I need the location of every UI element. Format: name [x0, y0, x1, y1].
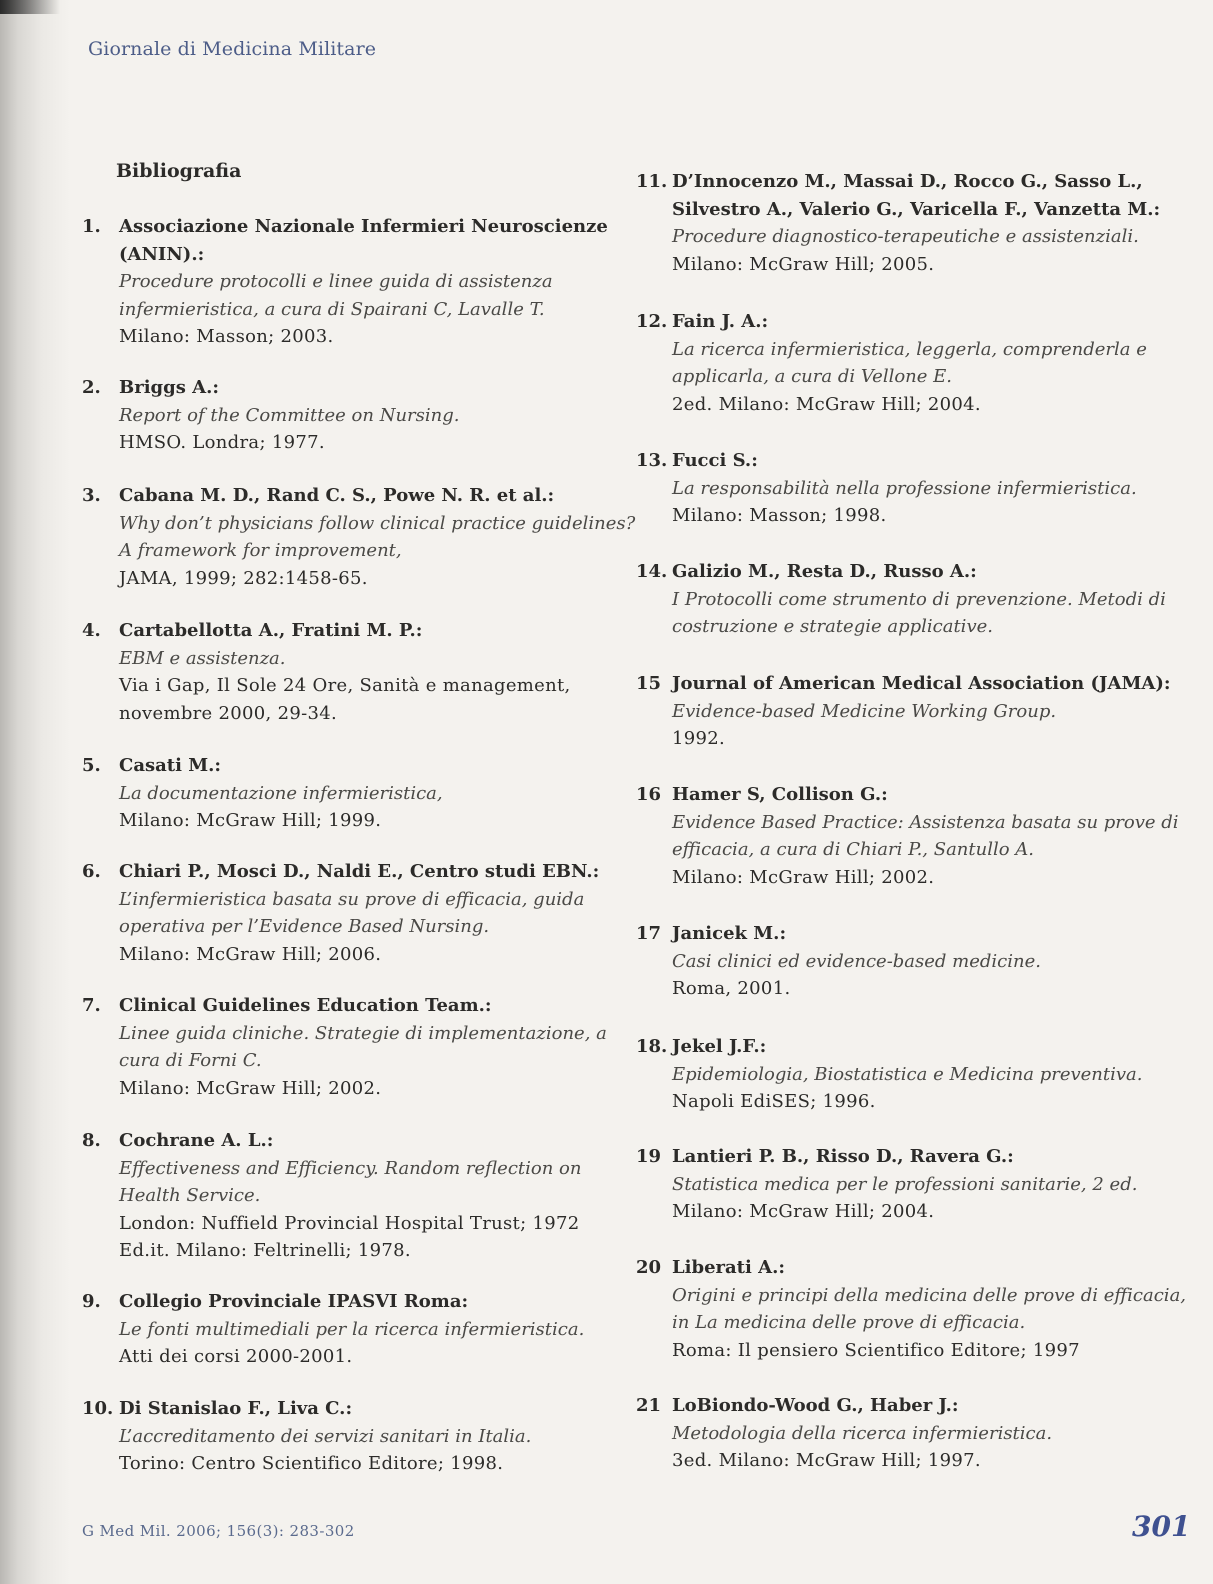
bibliography-entry	[82, 617, 571, 727]
entry-authors: Janicek M.:	[672, 923, 787, 944]
entry-title: Health Service.	[119, 1185, 261, 1206]
entry-number: 4.	[82, 620, 101, 641]
entry-number: 18.	[636, 1036, 668, 1057]
section-title: Bibliografia	[116, 160, 242, 182]
entry-authors: Casati M.:	[119, 755, 222, 776]
entry-publication: Roma: Il pensiero Scientifico Editore; 1997	[672, 1339, 1080, 1361]
entry-authors: Cabana M. D., Rand C. S., Powe N. R. et al.:	[119, 485, 555, 506]
entry-publication: Milano: McGraw Hill; 2002.	[672, 866, 935, 888]
bibliography-entry	[82, 374, 460, 457]
entry-publication: Torino: Centro Scientifico Editore; 1998.	[119, 1453, 504, 1474]
bibliography-entry	[636, 447, 1137, 530]
entry-title: La responsabilità nella professione infermieristica.	[672, 477, 1137, 499]
page-corner-shadow	[0, 0, 60, 14]
entry-title: Procedure diagnostico-terapeutiche e assistenziali.	[672, 226, 1139, 247]
entry-title: La documentazione infermieristica,	[119, 782, 443, 804]
entry-publication: Milano: Masson; 2003.	[119, 326, 334, 347]
entry-title: Report of the Committee on Nursing.	[119, 404, 460, 426]
entry-authors: Lantieri P. B., Risso D., Ravera G.:	[672, 1146, 1014, 1167]
entry-title: La ricerca infermieristica, leggerla, comprenderla e	[672, 338, 1147, 360]
bibliography-entry	[636, 781, 1179, 891]
entry-publication: Atti dei corsi 2000-2001.	[119, 1346, 353, 1367]
entry-publication: Milano: McGraw Hill; 1999.	[119, 810, 382, 831]
entry-authors: Fain J. A.:	[672, 311, 769, 332]
entry-publication: Milano: McGraw Hill; 2002.	[119, 1077, 382, 1099]
bibliography-entry	[82, 213, 608, 351]
entry-number: 16	[636, 784, 662, 805]
entry-number: 21	[636, 1395, 662, 1416]
entry-number: 5.	[82, 755, 101, 776]
entry-title: Effectiveness and Efficiency. Random reflection on	[119, 1157, 582, 1179]
entry-publication: Roma, 2001.	[672, 978, 791, 999]
entry-number: 7.	[82, 995, 101, 1016]
entry-authors: Cochrane A. L.:	[119, 1130, 274, 1151]
bibliography-entry	[82, 1288, 585, 1371]
entry-title: in La medicina delle prove di efficacia.	[672, 1312, 1026, 1333]
entry-number: 8.	[82, 1130, 101, 1151]
entry-authors: Cartabellotta A., Fratini M. P.:	[119, 620, 423, 641]
entry-number: 10.	[82, 1398, 114, 1419]
entry-publication: Napoli EdiSES; 1996.	[672, 1091, 876, 1112]
bibliography-entry	[82, 992, 607, 1102]
entry-authors: Di Stanislao F., Liva C.:	[119, 1398, 353, 1419]
bibliography-entry	[636, 558, 1166, 641]
entry-title: L’infermieristica basata su prove di efficacia, guida	[119, 888, 585, 910]
entry-title: Evidence Based Practice: Assistenza basata su prove di	[672, 811, 1179, 833]
entry-authors: Fucci S.:	[672, 450, 758, 471]
page-number: 301	[1132, 1510, 1191, 1543]
entry-publication: Milano: McGraw Hill; 2005.	[672, 253, 935, 275]
entry-number: 14.	[636, 561, 668, 582]
entry-title: A framework for improvement,	[119, 540, 402, 561]
entry-title: Le fonti multimediali per la ricerca infermieristica.	[119, 1318, 585, 1340]
entry-title: Epidemiologia, Biostatistica e Medicina preventiva.	[672, 1063, 1143, 1085]
entry-number: 9.	[82, 1291, 101, 1312]
entry-publication: London: Nuffield Provincial Hospital Trust; 1972	[119, 1212, 580, 1234]
entry-number: 11.	[636, 171, 668, 192]
entry-authors: Silvestro A., Valerio G., Varicella F., Vanzetta M.:	[672, 198, 1161, 220]
entry-authors: Hamer S, Collison G.:	[672, 784, 888, 805]
entry-title: L’accreditamento dei servizi sanitari in Italia.	[119, 1425, 532, 1447]
entry-publication: 2ed. Milano: McGraw Hill; 2004.	[672, 393, 981, 415]
bibliography-entry	[636, 920, 1041, 1003]
entry-authors: Jekel J.F.:	[672, 1036, 767, 1057]
entry-number: 12.	[636, 311, 668, 332]
entry-number: 15	[636, 673, 662, 694]
entry-authors: D’Innocenzo M., Massai D., Rocco G., Sasso L.,	[672, 171, 1143, 192]
entry-number: 2.	[82, 377, 101, 398]
journal-title: Giornale di Medicina Militare	[88, 38, 377, 60]
entry-publication: Milano: Masson; 1998.	[672, 505, 887, 526]
page-gutter-shadow	[0, 0, 70, 1584]
entry-number: 1.	[82, 216, 101, 237]
entry-publication: 1992.	[672, 728, 726, 749]
entry-publication: Via i Gap, Il Sole 24 Ore, Sanità e management,	[119, 675, 571, 696]
entry-authors: Clinical Guidelines Education Team.:	[119, 995, 492, 1016]
bibliography-entry	[636, 670, 1171, 753]
entry-publication: Ed.it. Milano: Feltrinelli; 1978.	[119, 1240, 411, 1261]
entry-title: Origini e principi della medicina delle prove di efficacia,	[672, 1284, 1187, 1306]
entry-title: cura di Forni C.	[119, 1050, 262, 1071]
entry-number: 3.	[82, 485, 101, 506]
entry-title: Procedure protocolli e linee guida di assistenza	[119, 271, 553, 292]
entry-title: applicarla, a cura di Vellone E.	[672, 366, 953, 387]
entry-title: efficacia, a cura di Chiari P., Santullo A.	[672, 839, 1035, 860]
entry-publication: novembre 2000, 29-34.	[119, 702, 337, 724]
entry-authors: LoBiondo-Wood G., Haber J.:	[672, 1395, 959, 1416]
entry-title: Evidence-based Medicine Working Group.	[672, 700, 1057, 722]
entry-title: Why don’t physicians follow clinical practice guidelines?	[119, 512, 636, 534]
entry-publication: JAMA, 1999; 282:1458-65.	[119, 567, 368, 589]
entry-authors: Briggs A.:	[119, 377, 219, 398]
entry-authors: Liberati A.:	[672, 1257, 785, 1278]
bibliography-entry	[82, 858, 600, 968]
entry-publication: Milano: McGraw Hill; 2004.	[672, 1201, 935, 1222]
footer-citation: G Med Mil. 2006; 156(3): 283-302	[82, 1522, 355, 1540]
entry-authors: Associazione Nazionale Infermieri Neuroscienze	[119, 216, 608, 237]
entry-title: Statistica medica per le professioni sanitarie, 2 ed.	[672, 1173, 1138, 1195]
entry-title: infermieristica, a cura di Spairani C, Lavalle T.	[119, 298, 545, 320]
entry-title: EBM e assistenza.	[119, 647, 286, 669]
entry-title: Casi clinici ed evidence-based medicine.	[672, 950, 1041, 972]
bibliography-entry	[82, 1395, 532, 1478]
bibliography-entry	[636, 1143, 1138, 1226]
entry-title: costruzione e strategie applicative.	[672, 616, 993, 637]
entry-number: 19	[636, 1146, 662, 1167]
entry-publication: Milano: McGraw Hill; 2006.	[119, 943, 382, 965]
entry-number: 6.	[82, 861, 101, 882]
entry-title: I Protocolli come strumento di prevenzione. Metodi di	[672, 588, 1166, 610]
entry-number: 20	[636, 1257, 662, 1278]
bibliography-entry	[636, 1254, 1187, 1364]
entry-authors: Galizio M., Resta D., Russo A.:	[672, 561, 977, 582]
bibliography-entry	[82, 752, 443, 835]
bibliography-entry	[636, 1033, 1143, 1116]
entry-authors: (ANIN).:	[119, 243, 205, 265]
bibliography-entry	[636, 308, 1147, 418]
entry-title: Metodologia della ricerca infermieristica.	[672, 1422, 1053, 1444]
entry-title: Linee guida cliniche. Strategie di implementazione, a	[119, 1022, 607, 1044]
entry-number: 17	[636, 923, 662, 944]
entry-publication: HMSO. Londra; 1977.	[119, 432, 325, 453]
entry-publication: 3ed. Milano: McGraw Hill; 1997.	[672, 1450, 981, 1471]
entry-number: 13.	[636, 450, 668, 471]
bibliography-entry	[636, 1392, 1053, 1475]
entry-authors: Chiari P., Mosci D., Naldi E., Centro studi EBN.:	[119, 861, 600, 882]
entry-authors: Collegio Provinciale IPASVI Roma:	[119, 1291, 469, 1312]
entry-authors: Journal of American Medical Association (JAMA):	[672, 673, 1171, 694]
bibliography-entry	[636, 168, 1161, 278]
bibliography-entry	[82, 482, 636, 592]
entry-title: operativa per l’Evidence Based Nursing.	[119, 916, 490, 937]
bibliography-entry	[82, 1127, 582, 1265]
